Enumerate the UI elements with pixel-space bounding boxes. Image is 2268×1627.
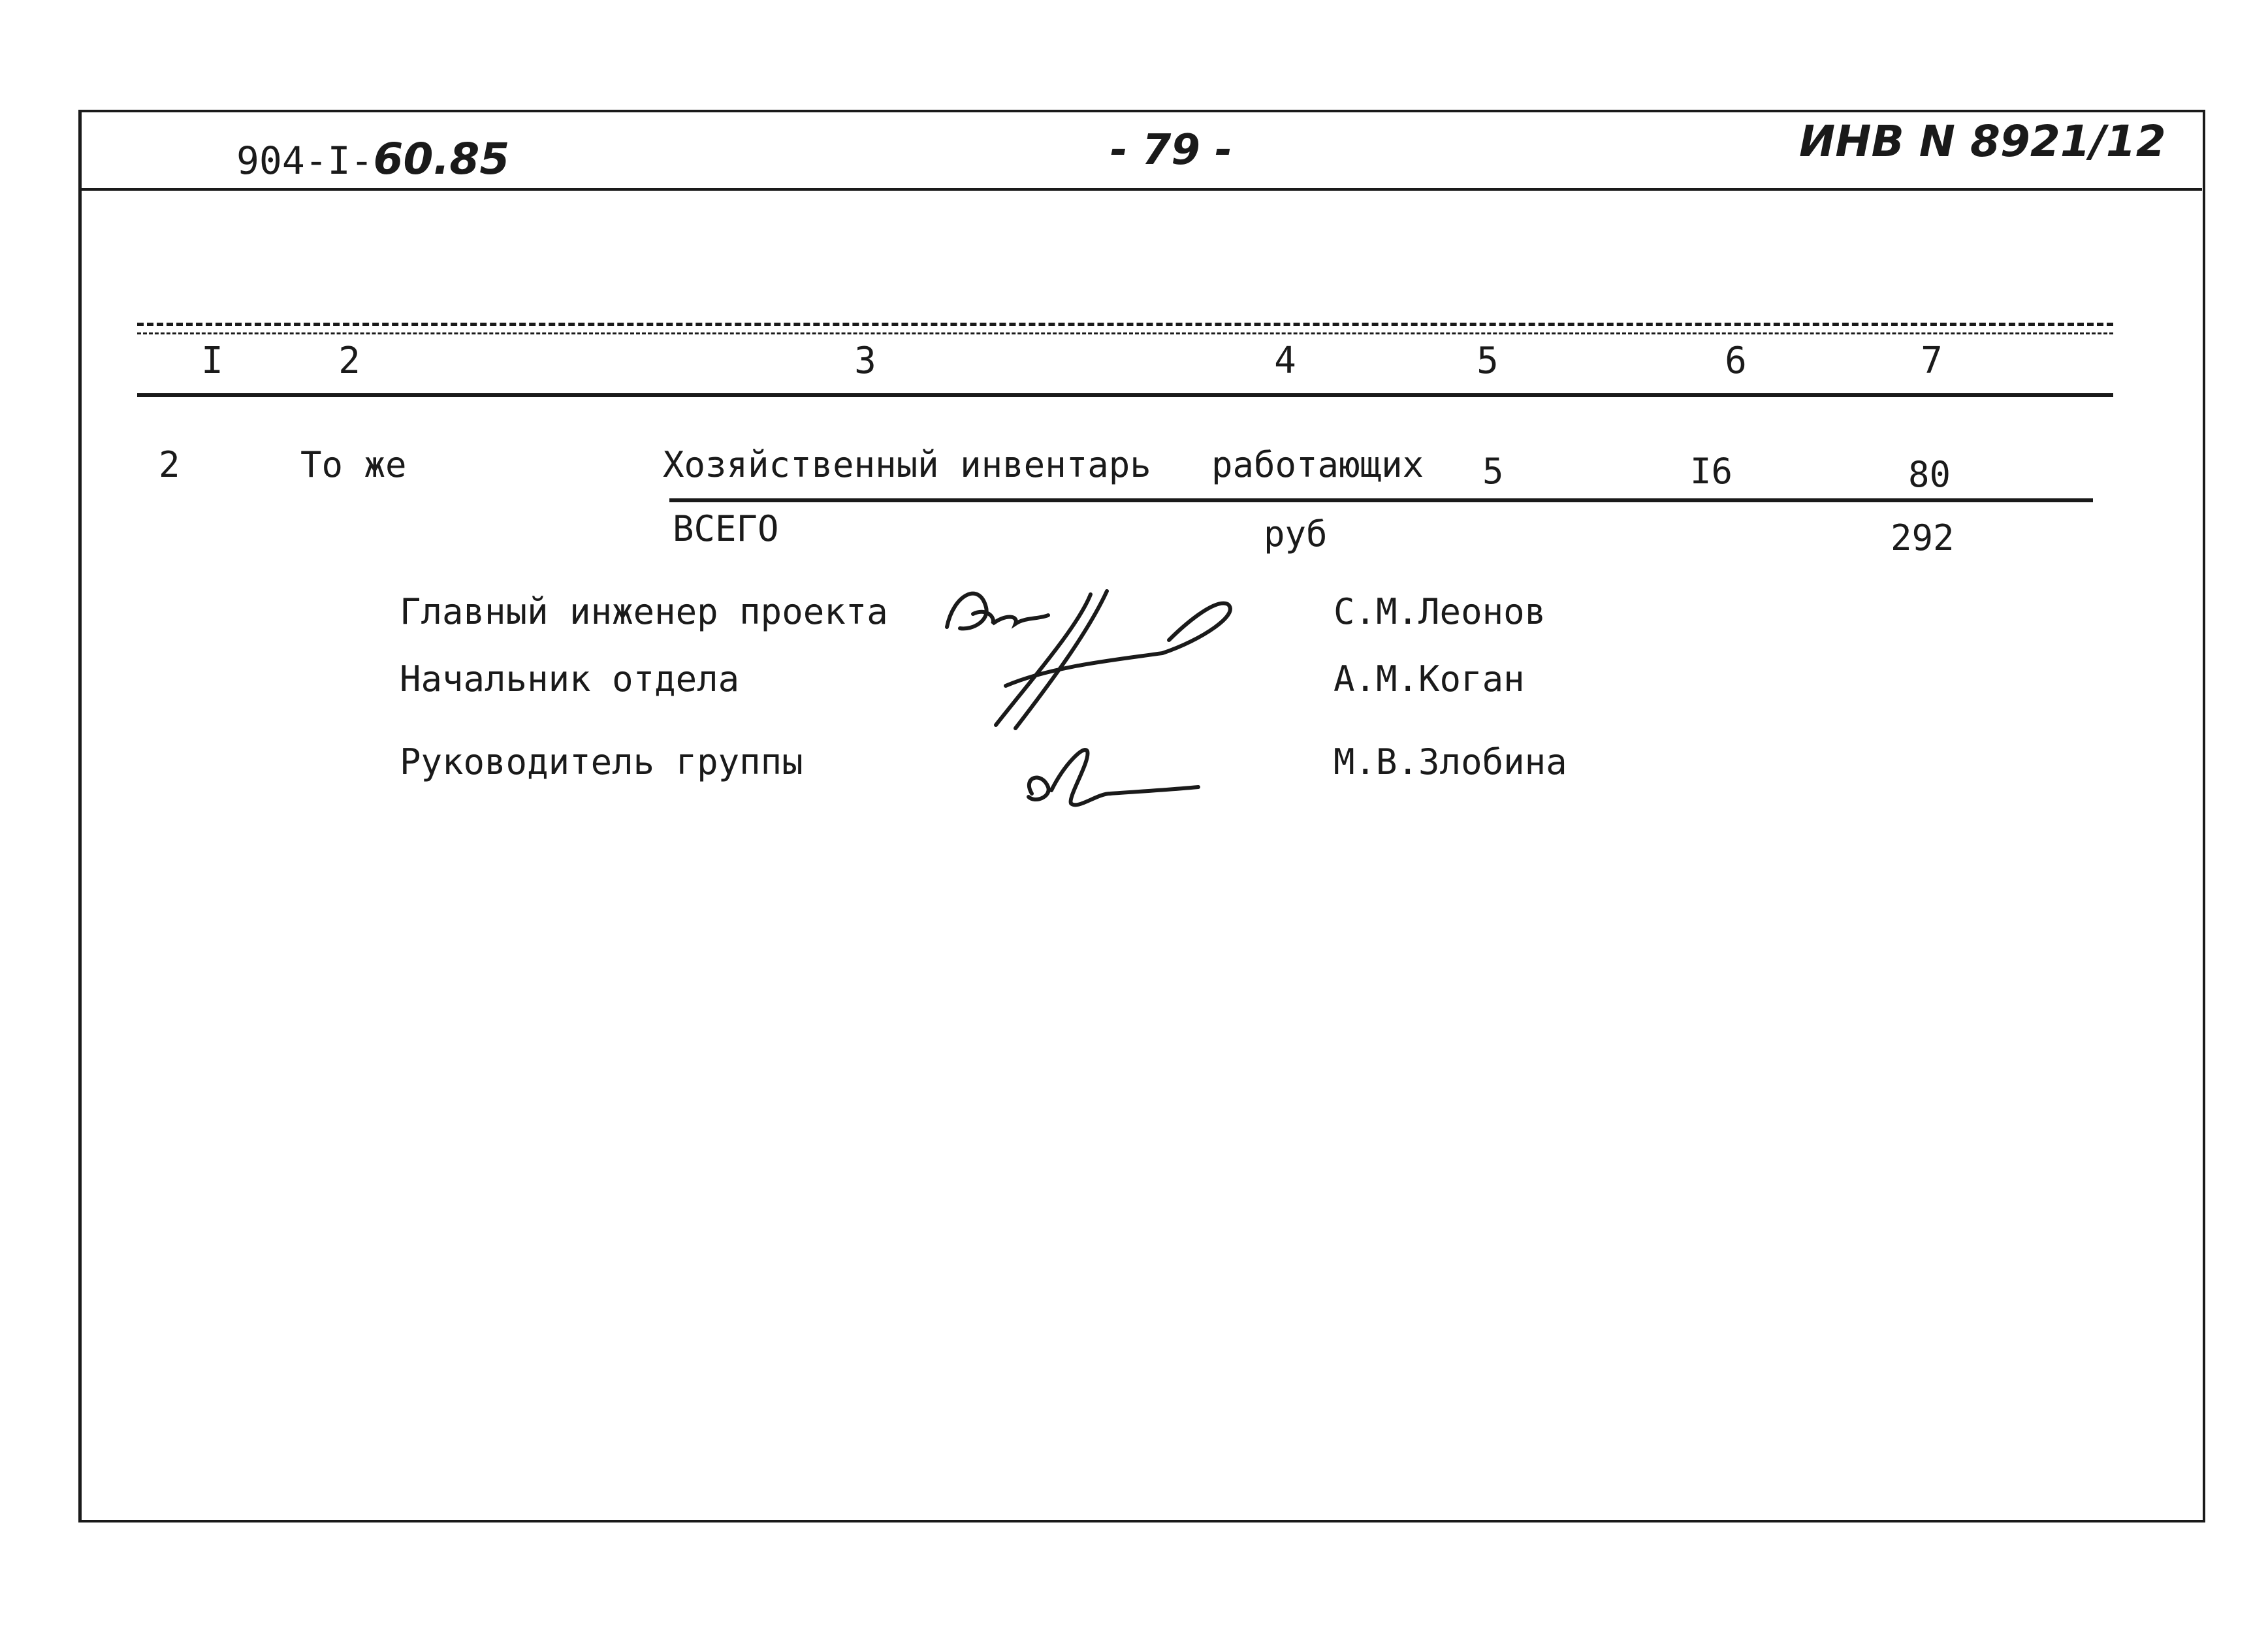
column-number-4: 4 bbox=[1274, 340, 1296, 382]
total-unit: руб bbox=[1264, 513, 1328, 555]
doc-code-prefix: 904-I- bbox=[236, 138, 374, 183]
row-cell-6: I6 bbox=[1690, 451, 1733, 492]
column-number-1: I bbox=[201, 340, 223, 382]
row-cell-3: Хозяйственный инвентарь bbox=[663, 444, 1151, 485]
doc-code-handwritten: 60.85 bbox=[373, 134, 510, 184]
signer-role-3: Руководитель группы bbox=[400, 741, 803, 782]
signer-name-1: С.М.Леонов bbox=[1334, 591, 1546, 632]
signer-name-2: А.М.Коган bbox=[1334, 658, 1525, 700]
row-cell-1: 2 bbox=[159, 444, 180, 485]
total-label: ВСЕГО bbox=[673, 508, 779, 549]
table-header-rule bbox=[137, 393, 2113, 397]
row-cell-4: работающих bbox=[1211, 444, 1424, 485]
signer-name-3: М.В.Злобина bbox=[1334, 741, 1567, 782]
signer-role-1: Главный инженер проекта bbox=[400, 591, 888, 632]
signer-role-2: Начальник отдела bbox=[400, 658, 740, 700]
column-number-2: 2 bbox=[338, 340, 360, 382]
row-cell-2: То же bbox=[300, 444, 407, 485]
column-number-3: 3 bbox=[854, 340, 876, 382]
signature-leonov-kogan bbox=[934, 568, 1247, 738]
total-value: 292 bbox=[1891, 517, 1955, 558]
row-cell-7: 80 bbox=[1908, 454, 1951, 495]
signature-zlobina bbox=[1012, 732, 1208, 830]
column-number-5: 5 bbox=[1477, 340, 1499, 382]
row-cell-5: 5 bbox=[1482, 451, 1504, 492]
table-top-rule bbox=[137, 323, 2113, 334]
column-number-7: 7 bbox=[1921, 340, 1943, 382]
page-number: - 79 - bbox=[1110, 126, 1232, 174]
doc-code bbox=[236, 134, 509, 184]
inventory-number: ИНВ N 8921/12 bbox=[1799, 116, 2166, 167]
column-number-6: 6 bbox=[1725, 340, 1747, 382]
header-divider bbox=[78, 188, 2202, 191]
total-rule bbox=[669, 498, 2093, 502]
